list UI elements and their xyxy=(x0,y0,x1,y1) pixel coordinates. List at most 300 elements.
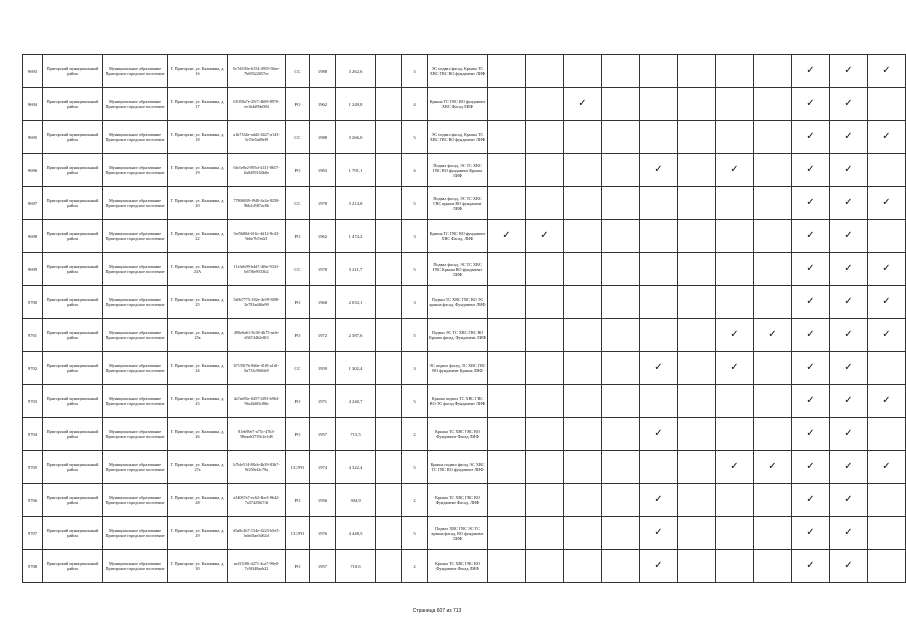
municipality-name: Муниципальное образование Пригорское городское поселение xyxy=(103,451,168,484)
address: Г. Пригорске, ул. Калинина, д. 23А xyxy=(168,253,228,286)
table-row xyxy=(23,286,906,319)
floors-count: 5 xyxy=(402,385,428,418)
checkmark-icon: ✓ xyxy=(844,197,853,208)
floors-count: 5 xyxy=(402,451,428,484)
row-number: 9705 xyxy=(23,451,43,484)
work-check-cell xyxy=(792,220,830,253)
ownership-type: РО xyxy=(286,154,310,187)
checkmark-icon: ✓ xyxy=(844,428,853,439)
work-check-cell xyxy=(564,88,602,121)
total-area: 1 302,4 xyxy=(336,352,376,385)
district-name: Пригорский муниципальный район xyxy=(43,286,103,319)
build-year: 1957 xyxy=(310,418,336,451)
build-year: 1972 xyxy=(310,319,336,352)
checkmark-icon: ✓ xyxy=(654,560,663,571)
checkmark-icon: ✓ xyxy=(502,230,511,241)
ownership-type: РО xyxy=(286,550,310,583)
work-check-cell xyxy=(602,253,640,286)
row-number: 9706 xyxy=(23,484,43,517)
row-number: 9698 xyxy=(23,220,43,253)
address: Г. Пригорске, ул. Калинина, д. 22 xyxy=(168,220,228,253)
work-check-cell xyxy=(602,286,640,319)
work-check-cell xyxy=(830,121,868,154)
floors-count: 3 xyxy=(402,286,428,319)
total-area: 3 211,7 xyxy=(336,253,376,286)
work-check-cell xyxy=(754,352,792,385)
blank-cell xyxy=(376,451,402,484)
works-list: Крыша подвал фасад ЭС ХВС ТС ГВС ВО фундамент ЛИФ xyxy=(428,451,488,484)
work-check-cell xyxy=(602,121,640,154)
district-name: Пригорский муниципальный район xyxy=(43,220,103,253)
work-check-cell xyxy=(526,385,564,418)
work-check-cell xyxy=(754,517,792,550)
table-row xyxy=(23,385,906,418)
work-check-cell xyxy=(526,220,564,253)
row-number: 9701 xyxy=(23,319,43,352)
work-check-cell xyxy=(868,418,906,451)
house-guid: d5a8c2b7-154e-4223-b5e5-bded3ae5d62d xyxy=(228,517,286,550)
work-check-cell xyxy=(830,484,868,517)
checkmark-icon: ✓ xyxy=(806,461,815,472)
total-area: 3 266,0 xyxy=(336,121,376,154)
checkmark-icon: ✓ xyxy=(730,362,739,373)
floors-count: 3 xyxy=(402,220,428,253)
work-check-cell xyxy=(488,154,526,187)
work-check-cell xyxy=(754,484,792,517)
works-list: ЭС подвал фасад, Крыша ТС ХВС ГВС ВО фундамент ЛИФ xyxy=(428,121,488,154)
work-check-cell xyxy=(602,451,640,484)
checkmark-icon: ✓ xyxy=(540,230,549,241)
blank-cell xyxy=(376,286,402,319)
work-check-cell xyxy=(792,319,830,352)
work-check-cell xyxy=(488,319,526,352)
work-check-cell xyxy=(602,154,640,187)
house-guid: 11e3eb99-b4d7-4f6e-9341-b67f6e9533b2 xyxy=(228,253,286,286)
house-guid: 6c7d339a-6154-4955-94ee-7b69322057ec xyxy=(228,55,286,88)
work-check-cell xyxy=(792,253,830,286)
ownership-type: СС/РО xyxy=(286,451,310,484)
works-list: Крыша ТС ХВС ГВС ВО Фундамент Фасад, ЛИФ xyxy=(428,484,488,517)
blank-cell xyxy=(376,352,402,385)
work-check-cell xyxy=(754,319,792,352)
work-check-cell xyxy=(564,121,602,154)
checkmark-icon: ✓ xyxy=(654,494,663,505)
work-check-cell xyxy=(754,88,792,121)
floors-count: 3 xyxy=(402,55,428,88)
works-list: Крыша ТС ХВС ГВС ВО Фундамент Фасад ЛИФ xyxy=(428,418,488,451)
row-number: 9703 xyxy=(23,385,43,418)
checkmark-icon: ✓ xyxy=(578,98,587,109)
work-check-cell xyxy=(488,121,526,154)
work-check-cell xyxy=(564,418,602,451)
district-name: Пригорский муниципальный район xyxy=(43,253,103,286)
work-check-cell xyxy=(830,385,868,418)
work-check-cell xyxy=(678,88,716,121)
work-check-cell xyxy=(526,451,564,484)
work-check-cell xyxy=(868,385,906,418)
work-check-cell xyxy=(602,187,640,220)
checkmark-icon: ✓ xyxy=(730,164,739,175)
work-check-cell xyxy=(868,220,906,253)
house-guid: a1b7334e-add2-4427-a143-3c53e5a69ef9 xyxy=(228,121,286,154)
district-name: Пригорский муниципальный район xyxy=(43,319,103,352)
work-check-cell xyxy=(716,517,754,550)
work-check-cell xyxy=(526,484,564,517)
table-row xyxy=(23,550,906,583)
work-check-cell xyxy=(488,352,526,385)
work-check-cell xyxy=(868,352,906,385)
ownership-type: РО xyxy=(286,286,310,319)
work-check-cell xyxy=(754,286,792,319)
floors-count: 2 xyxy=(402,484,428,517)
checkmark-icon: ✓ xyxy=(844,263,853,274)
district-name: Пригорский муниципальный район xyxy=(43,550,103,583)
municipality-name: Муниципальное образование Пригорское городское поселение xyxy=(103,187,168,220)
address: Г. Пригорске, ул. Калинина, д. 20 xyxy=(168,187,228,220)
work-check-cell xyxy=(830,550,868,583)
work-check-cell xyxy=(640,517,678,550)
checkmark-icon: ✓ xyxy=(844,494,853,505)
works-list: Подвал ТС ХВС ГВС ВО ЭС крыша фасад, Фундамент ЛИФ xyxy=(428,286,488,319)
works-list: Подвал фасад, ЭС ТС ХВС ГВС Крыша ВО фундамент ЛИФ xyxy=(428,253,488,286)
work-check-cell xyxy=(754,220,792,253)
checkmark-icon: ✓ xyxy=(844,65,853,76)
work-check-cell xyxy=(526,187,564,220)
work-check-cell xyxy=(640,121,678,154)
floors-count: 5 xyxy=(402,253,428,286)
work-check-cell xyxy=(754,154,792,187)
work-check-cell xyxy=(526,154,564,187)
table-row xyxy=(23,55,906,88)
district-name: Пригорский муниципальный район xyxy=(43,88,103,121)
works-list: Подвал ЭС ТС ХВС ГВС ВО Крыша фасад, Фундамент ЛИФ xyxy=(428,319,488,352)
work-check-cell xyxy=(716,385,754,418)
ownership-type: РО xyxy=(286,484,310,517)
ownership-type: СС xyxy=(286,121,310,154)
work-check-cell xyxy=(716,187,754,220)
district-name: Пригорский муниципальный район xyxy=(43,385,103,418)
checkmark-icon: ✓ xyxy=(806,65,815,76)
row-number: 9695 xyxy=(23,121,43,154)
work-check-cell xyxy=(716,286,754,319)
work-check-cell xyxy=(602,55,640,88)
checkmark-icon: ✓ xyxy=(730,461,739,472)
total-area: 4 448,5 xyxy=(336,517,376,550)
works-list: Крыша ТС ГВС ВО фундамент ХВС Фасад ЛИФ xyxy=(428,88,488,121)
municipality-name: Муниципальное образование Пригорское городское поселение xyxy=(103,220,168,253)
checkmark-icon: ✓ xyxy=(768,329,777,340)
work-check-cell xyxy=(792,187,830,220)
work-check-cell xyxy=(488,55,526,88)
work-check-cell xyxy=(830,220,868,253)
total-area: 394,9 xyxy=(336,484,376,517)
work-check-cell xyxy=(602,385,640,418)
work-check-cell xyxy=(640,187,678,220)
blank-cell xyxy=(376,187,402,220)
checkmark-icon: ✓ xyxy=(844,131,853,142)
work-check-cell xyxy=(792,517,830,550)
work-check-cell xyxy=(716,55,754,88)
work-check-cell xyxy=(602,484,640,517)
work-check-cell xyxy=(678,154,716,187)
build-year: 1962 xyxy=(310,220,336,253)
blank-cell xyxy=(376,517,402,550)
work-check-cell xyxy=(564,451,602,484)
checkmark-icon: ✓ xyxy=(844,329,853,340)
work-check-cell xyxy=(868,319,906,352)
checkmark-icon: ✓ xyxy=(806,296,815,307)
work-check-cell xyxy=(488,550,526,583)
work-check-cell xyxy=(678,385,716,418)
work-check-cell xyxy=(488,286,526,319)
work-check-cell xyxy=(640,286,678,319)
work-check-cell xyxy=(830,55,868,88)
work-check-cell xyxy=(602,88,640,121)
works-list: Подвал ХВС ГВС ЭС ТС крыша фасад, ВО фундамент ЛИФ xyxy=(428,517,488,550)
work-check-cell xyxy=(716,319,754,352)
work-check-cell xyxy=(526,121,564,154)
work-check-cell xyxy=(488,88,526,121)
work-check-cell xyxy=(564,550,602,583)
work-check-cell xyxy=(830,253,868,286)
work-check-cell xyxy=(830,286,868,319)
municipality-name: Муниципальное образование Пригорское городское поселение xyxy=(103,88,168,121)
work-check-cell xyxy=(716,550,754,583)
blank-cell xyxy=(376,253,402,286)
floors-count: 5 xyxy=(402,121,428,154)
floors-count: 2 xyxy=(402,550,428,583)
work-check-cell xyxy=(564,319,602,352)
checkmark-icon: ✓ xyxy=(806,98,815,109)
ownership-type: СС xyxy=(286,253,310,286)
work-check-cell xyxy=(526,253,564,286)
checkmark-icon: ✓ xyxy=(806,494,815,505)
work-check-cell xyxy=(868,484,906,517)
total-area: 4 322,4 xyxy=(336,451,376,484)
work-check-cell xyxy=(564,484,602,517)
total-area: 715,5 xyxy=(336,418,376,451)
table-row xyxy=(23,451,906,484)
table-row xyxy=(23,484,906,517)
work-check-cell xyxy=(754,451,792,484)
checkmark-icon: ✓ xyxy=(806,230,815,241)
municipality-name: Муниципальное образование Пригорское городское поселение xyxy=(103,385,168,418)
address: Г. Пригорске, ул. Калинина, д. 25 xyxy=(168,286,228,319)
work-check-cell xyxy=(640,55,678,88)
floors-count: 4 xyxy=(402,154,428,187)
floors-count: 5 xyxy=(402,187,428,220)
work-check-cell xyxy=(830,88,868,121)
work-check-cell xyxy=(792,55,830,88)
work-check-cell xyxy=(830,451,868,484)
work-check-cell xyxy=(526,418,564,451)
municipality-name: Муниципальное образование Пригорское городское поселение xyxy=(103,352,168,385)
work-check-cell xyxy=(754,253,792,286)
municipality-name: Муниципальное образование Пригорское городское поселение xyxy=(103,286,168,319)
blank-cell xyxy=(376,154,402,187)
checkmark-icon: ✓ xyxy=(882,197,891,208)
work-check-cell xyxy=(564,517,602,550)
work-check-cell xyxy=(640,385,678,418)
house-guid: a34067a7-ec62-4be3-9b42-7a374256f74f xyxy=(228,484,286,517)
table-row xyxy=(23,319,906,352)
checkmark-icon: ✓ xyxy=(768,461,777,472)
work-check-cell xyxy=(830,187,868,220)
address: Г. Пригорске, ул. Калинина, д. 30 xyxy=(168,550,228,583)
works-list: Подвал фасад, ЭС ТС ХВС ГВС крыша ВО фундамент ЛИФ xyxy=(428,187,488,220)
work-check-cell xyxy=(754,55,792,88)
district-name: Пригорский муниципальный район xyxy=(43,154,103,187)
work-check-cell xyxy=(868,253,906,286)
checkmark-icon: ✓ xyxy=(882,65,891,76)
row-number: 9697 xyxy=(23,187,43,220)
row-number: 9708 xyxy=(23,550,43,583)
total-area: 3 262,6 xyxy=(336,55,376,88)
address: Г. Пригорске, ул. Калинина, д. 17 xyxy=(168,88,228,121)
table-row xyxy=(23,154,906,187)
district-name: Пригорский муниципальный район xyxy=(43,352,103,385)
work-check-cell xyxy=(754,385,792,418)
ownership-type: СС xyxy=(286,352,310,385)
table-row xyxy=(23,253,906,286)
row-number: 9707 xyxy=(23,517,43,550)
house-guid: 61058a7e-25f7-4669-8970-ee1b4d99e08d xyxy=(228,88,286,121)
work-check-cell xyxy=(564,220,602,253)
work-check-cell xyxy=(602,220,640,253)
work-check-cell xyxy=(716,121,754,154)
build-year: 1959 xyxy=(310,352,336,385)
district-name: Пригорский муниципальный район xyxy=(43,484,103,517)
work-check-cell xyxy=(792,484,830,517)
checkmark-icon: ✓ xyxy=(844,164,853,175)
floors-count: 2 xyxy=(402,418,428,451)
work-check-cell xyxy=(678,55,716,88)
work-check-cell xyxy=(640,220,678,253)
work-check-cell xyxy=(678,319,716,352)
build-year: 1957 xyxy=(310,550,336,583)
work-check-cell xyxy=(488,484,526,517)
work-check-cell xyxy=(678,286,716,319)
table-row xyxy=(23,418,906,451)
house-guid: 81eb90e7-a75c-47b3-98eaeb3739c2e1d8 xyxy=(228,418,286,451)
work-check-cell xyxy=(792,121,830,154)
table-row xyxy=(23,121,906,154)
works-list: ЭС подвал фасад, ТС ХВС ГВС ВО фундамент Крыша ЛИФ xyxy=(428,352,488,385)
ownership-type: СС xyxy=(286,55,310,88)
work-check-cell xyxy=(830,418,868,451)
checkmark-icon: ✓ xyxy=(654,164,663,175)
checkmark-icon: ✓ xyxy=(844,230,853,241)
work-check-cell xyxy=(716,484,754,517)
district-name: Пригорский муниципальный район xyxy=(43,451,103,484)
work-check-cell xyxy=(792,451,830,484)
checkmark-icon: ✓ xyxy=(806,263,815,274)
house-guid: 6fe1e8e2-095d-4131-8657-0a0d59164b0e xyxy=(228,154,286,187)
work-check-cell xyxy=(640,319,678,352)
work-check-cell xyxy=(678,220,716,253)
total-area: 2 033,1 xyxy=(336,286,376,319)
work-check-cell xyxy=(564,253,602,286)
floors-count: 4 xyxy=(402,88,428,121)
work-check-cell xyxy=(602,319,640,352)
work-check-cell xyxy=(754,550,792,583)
work-check-cell xyxy=(488,253,526,286)
work-check-cell xyxy=(526,550,564,583)
municipality-name: Муниципальное образование Пригорское городское поселение xyxy=(103,253,168,286)
work-check-cell xyxy=(716,88,754,121)
ownership-type: РО xyxy=(286,319,310,352)
ownership-type: РО xyxy=(286,418,310,451)
ownership-type: РО xyxy=(286,88,310,121)
work-check-cell xyxy=(792,286,830,319)
municipality-name: Муниципальное образование Пригорское городское поселение xyxy=(103,484,168,517)
work-check-cell xyxy=(716,253,754,286)
checkmark-icon: ✓ xyxy=(882,461,891,472)
house-guid: aef31106-4271-4ca7-90e0-7c9f348aeb22 xyxy=(228,550,286,583)
blank-cell xyxy=(376,121,402,154)
address: Г. Пригорске, ул. Калинина, д. 27а xyxy=(168,451,228,484)
blank-cell xyxy=(376,418,402,451)
work-check-cell xyxy=(678,550,716,583)
works-list: Подвал фасад, ЭС ТС ХВС ГВС ВО фундамент Крыша ЛИФ xyxy=(428,154,488,187)
checkmark-icon: ✓ xyxy=(806,527,815,538)
work-check-cell xyxy=(754,418,792,451)
work-check-cell xyxy=(640,253,678,286)
work-check-cell xyxy=(754,187,792,220)
municipality-name: Муниципальное образование Пригорское городское поселение xyxy=(103,319,168,352)
table-row xyxy=(23,220,906,253)
table-row xyxy=(23,352,906,385)
row-number: 9696 xyxy=(23,154,43,187)
house-guid: 4a7ae83e-6457-4f93-b964-9bc4b8f5c86b xyxy=(228,385,286,418)
work-check-cell xyxy=(564,187,602,220)
row-number: 9702 xyxy=(23,352,43,385)
work-check-cell xyxy=(564,385,602,418)
checkmark-icon: ✓ xyxy=(806,329,815,340)
work-check-cell xyxy=(792,352,830,385)
house-guid: 5e0b7775-182e-4e59-8f98-2e781ad46e99 xyxy=(228,286,286,319)
housing-register-table xyxy=(22,54,906,583)
work-check-cell xyxy=(640,484,678,517)
address: Г. Пригорске, ул. Калинина, д. 19 xyxy=(168,154,228,187)
work-check-cell xyxy=(792,88,830,121)
municipality-name: Муниципальное образование Пригорское городское поселение xyxy=(103,550,168,583)
total-area: 710,6 xyxy=(336,550,376,583)
municipality-name: Муниципальное образование Пригорское городское поселение xyxy=(103,154,168,187)
works-list: Крыша ТС ГВС ВО фундамент ХВС Фасад, ЛИФ xyxy=(428,220,488,253)
address: Г. Пригорске, ул. Калинина, д. 25а xyxy=(168,319,228,352)
work-check-cell xyxy=(564,55,602,88)
checkmark-icon: ✓ xyxy=(882,263,891,274)
work-check-cell xyxy=(868,451,906,484)
work-check-cell xyxy=(868,154,906,187)
row-number: 9694 xyxy=(23,88,43,121)
work-check-cell xyxy=(792,550,830,583)
row-number: 9699 xyxy=(23,253,43,286)
build-year: 1976 xyxy=(310,517,336,550)
work-check-cell xyxy=(716,451,754,484)
work-check-cell xyxy=(678,451,716,484)
checkmark-icon: ✓ xyxy=(806,560,815,571)
build-year: 1971 xyxy=(310,385,336,418)
checkmark-icon: ✓ xyxy=(844,296,853,307)
municipality-name: Муниципальное образование Пригорское городское поселение xyxy=(103,418,168,451)
municipality-name: Муниципальное образование Пригорское городское поселение xyxy=(103,55,168,88)
table-row xyxy=(23,517,906,550)
work-check-cell xyxy=(754,121,792,154)
total-area: 2 587,6 xyxy=(336,319,376,352)
checkmark-icon: ✓ xyxy=(882,296,891,307)
